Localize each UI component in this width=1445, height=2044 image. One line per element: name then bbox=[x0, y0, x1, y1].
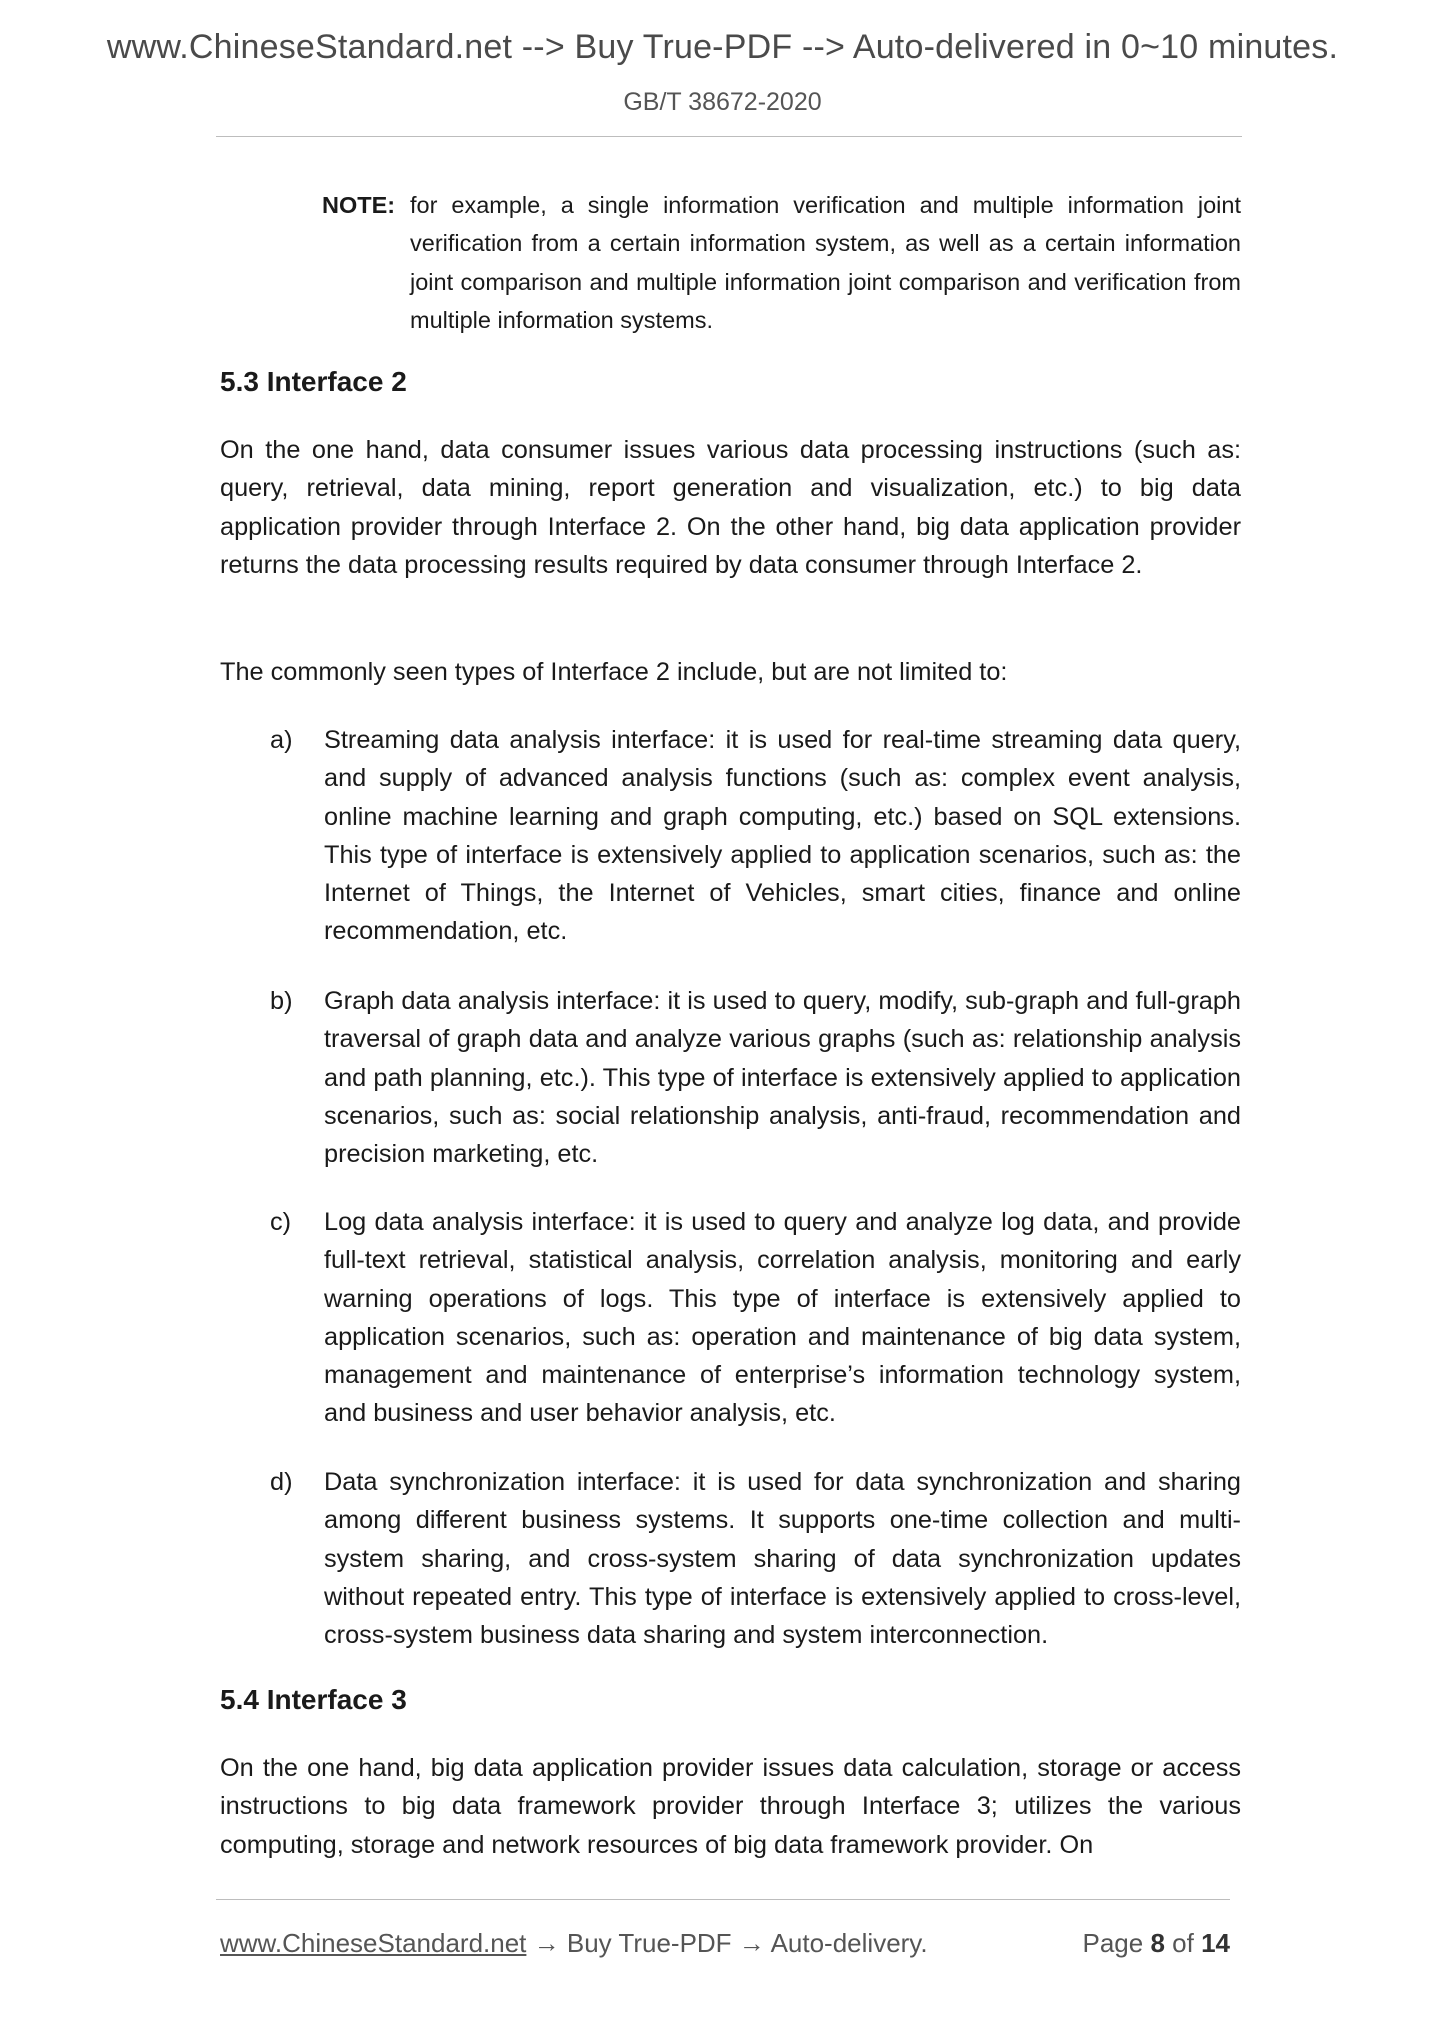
footer-tagline: → Buy True-PDF → Auto-delivery. bbox=[526, 1928, 928, 1958]
list-item-letter: d) bbox=[270, 1468, 293, 1496]
page-number: 8 bbox=[1150, 1928, 1165, 1958]
note-block bbox=[322, 186, 1241, 339]
list-item-text: Streaming data analysis interface: it is used for real-time streaming data query, and supply of advanced analysis functions (such as: complex event analysis, online machine learning and graph computing, etc.) based on SQL extensions. This type of interface is extensively applied to application scenarios, such as: the Internet of Things, the Internet of Vehicles, smart cities, finance and online recommendation, etc. bbox=[324, 726, 1241, 946]
header-divider bbox=[216, 136, 1242, 137]
section-5-3-paragraph-2: The commonly seen types of Interface 2 include, but are not limited to: bbox=[220, 658, 1008, 686]
list-item-text: Data synchronization interface: it is used for data synchronization and sharing among different business systems. It supports one-time collection and multi-system sharing, and cross-system sharing of data synchronization updates without repeated entry. This type of interface is extensively applied to cross-level, cross-system business data sharing and system interconnection. bbox=[324, 1468, 1241, 1650]
list-item-letter: b) bbox=[270, 987, 293, 1015]
note-label: NOTE: bbox=[322, 192, 396, 218]
note-text: for example, a single information verification and multiple information joint verification from a certain information system, as well as a certain information joint comparison and multiple information joint comparison and verification from multiple information systems. bbox=[410, 192, 1241, 333]
list-item-text: Log data analysis interface: it is used to query and analyze log data, and provide full-text retrieval, statistical analysis, correlation analysis, monitoring and early warning operations of logs. This type of interface is extensively applied to application scenarios, such as: operation and maintenance of big data system, management and maintenance of enterprise’s information technology system, and business and user behavior analysis, etc. bbox=[324, 1208, 1241, 1428]
promo-banner: www.ChineseStandard.net --> Buy True-PDF --> Auto-delivered in 0~10 minutes. bbox=[106, 28, 1339, 66]
page-word: Page bbox=[1082, 1928, 1144, 1958]
page-footer bbox=[220, 1928, 1230, 1959]
list-item-letter: c) bbox=[270, 1208, 292, 1236]
section-heading-5-4: 5.4 Interface 3 bbox=[220, 1684, 407, 1715]
list-item-c bbox=[270, 1203, 1241, 1433]
page-total: 14 bbox=[1201, 1928, 1230, 1958]
list-item-d bbox=[270, 1463, 1241, 1654]
section-heading-5-3: 5.3 Interface 2 bbox=[220, 366, 407, 397]
list-item-a bbox=[270, 721, 1241, 951]
of-word: of bbox=[1172, 1928, 1194, 1958]
page-indicator bbox=[1082, 1928, 1230, 1959]
section-5-4-paragraph-1: On the one hand, big data application provider issues data calculation, storage or access instructions to big data framework provider through Interface 3; utilizes the various computing, storage and network resources of big data framework provider. On bbox=[220, 1754, 1241, 1859]
document-id: GB/T 38672-2020 bbox=[623, 88, 822, 116]
list-item-b bbox=[270, 982, 1241, 1173]
list-item-text: Graph data analysis interface: it is used to query, modify, sub-graph and full-graph traversal of graph data and analyze various graphs (such as: relationship analysis and path planning, etc.). This type of interface is extensively applied to application scenarios, such as: social relationship analysis, anti-fraud, recommendation and precision marketing, etc. bbox=[324, 987, 1241, 1169]
list-item-letter: a) bbox=[270, 726, 293, 754]
footer-site-link[interactable]: www.ChineseStandard.net bbox=[220, 1928, 527, 1958]
footer-divider bbox=[216, 1899, 1230, 1900]
section-5-3-paragraph-1: On the one hand, data consumer issues various data processing instructions (such as: query, retrieval, data mining, report generation and visualization, etc.) to big data application provider through Interface 2. On the other hand, big data application provider returns the data processing results required by data consumer through Interface 2. bbox=[220, 436, 1241, 579]
